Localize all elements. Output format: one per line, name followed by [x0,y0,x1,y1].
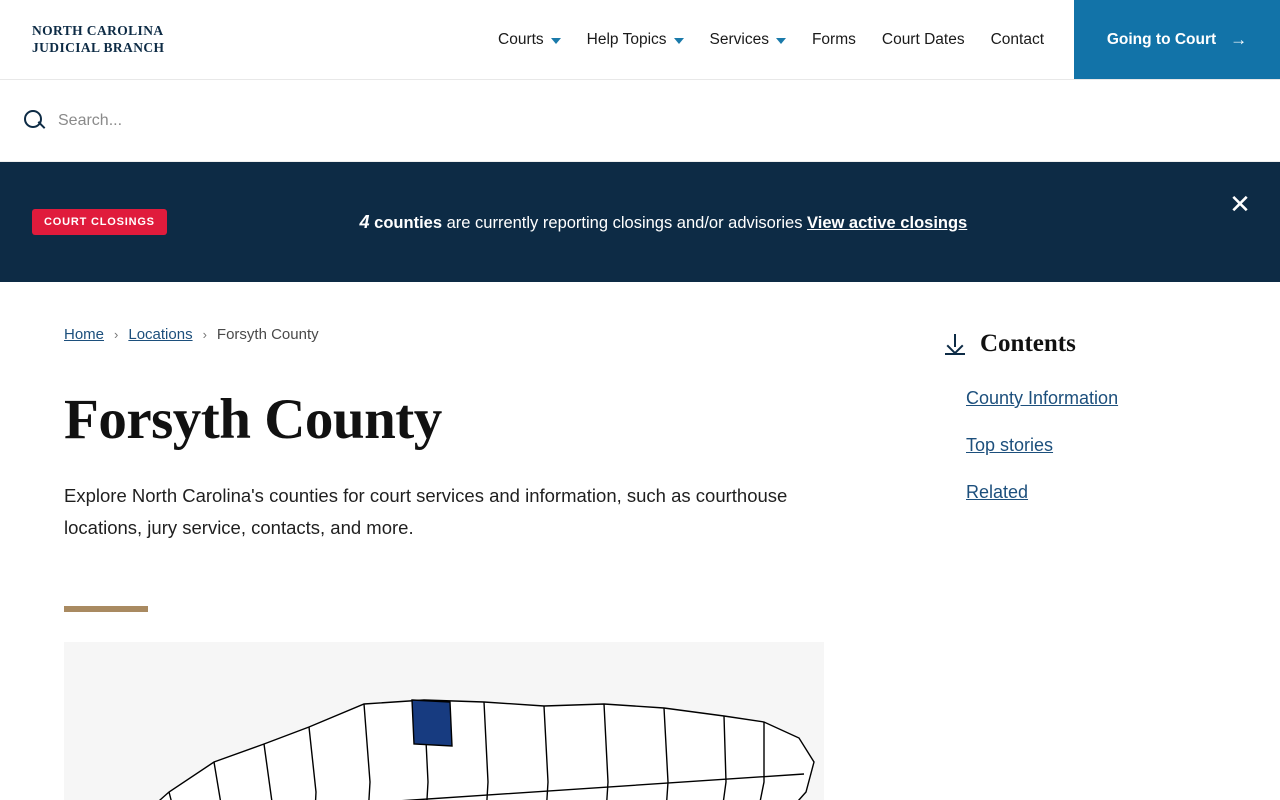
main-column [64,326,890,800]
nav-label: Contact [990,30,1044,48]
nav-label: Court Dates [881,30,965,48]
nav-label: Services [709,30,769,48]
arrow-right-icon: → [1230,30,1248,49]
alert-counties-word: counties [374,213,443,232]
contents-sidebar [890,326,1210,800]
chevron-down-icon [551,38,561,44]
alert-middle-text: are currently reporting closings and/or advisories [446,213,803,232]
site-logo[interactable] [0,0,300,79]
court-closings-alert [0,162,1280,282]
contents-title: Contents [980,330,1076,357]
breadcrumb-item-locations[interactable]: Locations [128,326,193,343]
alert-message [167,212,1280,233]
status-badge: COURT CLOSINGS [32,209,167,235]
logo-line-2: JUDICIAL BRANCH [32,39,165,55]
nav-label: Forms [811,30,856,48]
breadcrumb-separator: › [202,327,207,342]
search-icon[interactable] [20,106,50,136]
nav-item-help-topics[interactable] [587,31,684,49]
nav-label: Help Topics [586,30,667,48]
toc-link-top-stories[interactable]: Top stories [966,435,1054,455]
main-navigation [300,0,1074,79]
chevron-down-icon [674,38,684,44]
download-arrow-icon [944,333,966,355]
page-intro: Explore North Carolina's counties for court services and information, such as courthouse locations, jury service, contacts, and more. [64,485,788,538]
nav-item-contact[interactable] [991,31,1044,49]
alert-count: 4 [359,211,370,232]
decorative-divider [64,606,148,612]
search-input[interactable] [58,112,658,130]
nav-item-services[interactable] [710,31,786,49]
breadcrumb-separator: › [114,327,119,342]
close-icon[interactable]: ✕ [1229,189,1251,219]
logo-line-1: NORTH CAROLINA [32,22,164,38]
county-map[interactable] [64,642,824,800]
nav-label: Courts [498,30,544,48]
contents-header [944,330,1210,358]
going-to-court-button[interactable] [1074,0,1280,79]
breadcrumb-item-current: Forsyth County [216,326,319,343]
highlighted-county-forsyth [412,700,452,746]
nav-item-forms[interactable] [812,31,856,49]
page-title: Forsyth County [64,388,442,451]
chevron-down-icon [776,38,786,44]
breadcrumb [64,326,890,343]
page-content [0,282,1280,800]
nav-item-court-dates[interactable] [882,31,965,49]
toc-link-county-information[interactable]: County Information [966,388,1119,408]
site-header [0,0,1280,80]
cta-label: Going to Court [1106,30,1217,48]
search-bar [0,80,1280,162]
breadcrumb-item-home[interactable]: Home [64,326,105,343]
logo-text [32,23,164,57]
view-active-closings-link[interactable]: View active closings [807,213,968,232]
toc-link-related[interactable]: Related [966,482,1029,502]
north-carolina-map-svg [64,642,824,800]
nav-item-courts[interactable] [498,31,561,49]
